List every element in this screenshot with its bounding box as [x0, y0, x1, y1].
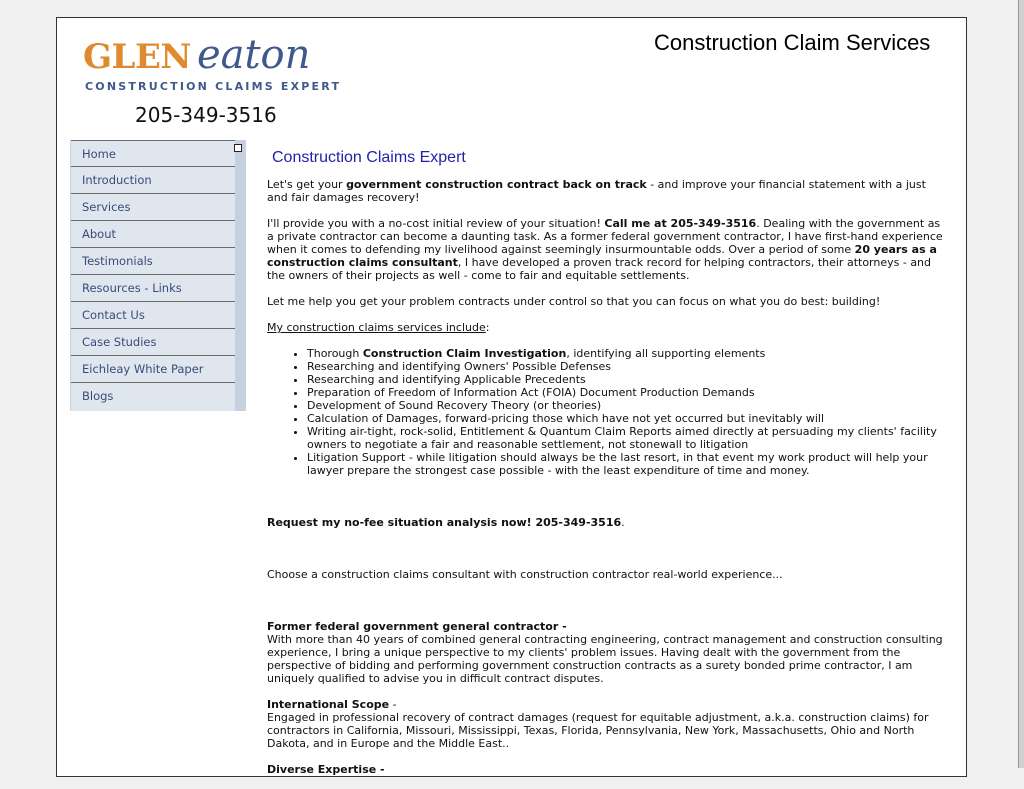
list-item: • Preparation of Freedom of Information Act (FOIA) Document Production Demands [307, 386, 947, 399]
section-body: Engaged in professional recovery of contract damages (request for equitable adjustment, a.k.a. construction claims) for contractors in California, Missouri, Mississippi, Texas, Florida, Pennsylvania, New York, Massachusetts, Ohio and North Dakota, and in Europe and the Middle East.. [267, 711, 929, 750]
list-item: • Litigation Support - while litigation should always be the last resort, in that event my work product will help your lawyer prepare the strongest case possible - with the least expenditure of time and money. [307, 451, 947, 477]
nav-item-testimonials[interactable]: Testimonials [71, 248, 235, 275]
services-intro [267, 321, 947, 334]
text: , I have developed a proven track record for helping contractors, their attorneys - and the owners of their projects as well - come to fair and equitable settlements. [267, 256, 932, 282]
nav-item-eichleay-white-paper[interactable]: Eichleay White Paper [71, 356, 235, 383]
emphasis: Construction Claim Investigation [362, 347, 567, 360]
text: , identifying all supporting elements [566, 347, 766, 360]
text: - and improve your financial statement with a just and fair damages recovery! [267, 178, 926, 204]
page-frame [56, 17, 967, 777]
text: - [389, 698, 397, 711]
request-cta: Request my no-fee situation analysis now! 205-349-3516 [267, 516, 622, 529]
nav-item-resources-links[interactable]: Resources - Links [71, 275, 235, 302]
text: . [621, 516, 625, 529]
nav-item-introduction[interactable]: Introduction [71, 167, 235, 194]
section-international [267, 698, 947, 750]
broken-image-icon [234, 144, 242, 152]
list-item: • Calculation of Damages, forward-pricing those which have not yet occurred but inevitably will [307, 412, 947, 425]
nav-item-case-studies[interactable]: Case Studies [71, 329, 235, 356]
section-body: With more than 40 years of combined general contracting engineering, contract management and construction consulting experience, I bring a unique perspective to my clients' problem issues. Having dealt with the government from the perspective of bidding and performing government construction contracts as a surety bonded prime contractor, I am uniquely qualified to advise you in difficult contract disputes. [267, 633, 943, 685]
list-item [307, 347, 947, 360]
text: I'll provide you with a no-cost initial review of your situation! [267, 217, 605, 230]
header-phone: 205-349-3516 [135, 103, 277, 127]
site-logo[interactable] [83, 32, 342, 93]
section-diverse [267, 763, 947, 776]
list-item: • Writing air-tight, rock-solid, Entitlement & Quantum Claim Reports aimed directly at persuading my clients' facility owners to negotiate a fair and reasonable settlement, not stonewall to litigation [307, 425, 947, 451]
nav-item-home[interactable]: Home [71, 140, 235, 167]
help-paragraph: Let me help you get your problem contracts under control so that you can focus on what you do best: building! [267, 295, 881, 308]
emphasis: 20 years as a construction claims consultant [267, 243, 937, 269]
list-item: • Researching and identifying Applicable Precedents [307, 373, 947, 386]
page-heading: Construction Claims Expert [272, 149, 466, 166]
list-item: • Development of Sound Recovery Theory (or theories) [307, 399, 947, 412]
nav-item-blogs[interactable]: Blogs [71, 383, 235, 411]
text: Let's get your [267, 178, 347, 191]
spacer [267, 594, 947, 620]
spacer [267, 490, 947, 516]
sidebar-nav [70, 140, 246, 411]
intro-paragraph [267, 178, 947, 204]
services-intro-label: My construction claims services include [267, 321, 486, 334]
review-paragraph [267, 217, 947, 282]
logo-tagline: CONSTRUCTION CLAIMS EXPERT [85, 80, 342, 93]
nav-item-services[interactable]: Services [71, 194, 235, 221]
text: . Dealing with the government as a private contractor can become a daunting task. As a former federal government contractor, I have first-hand experience when it comes to defending my livelihood against seemingly insurmountable odds. Over a period of some [267, 217, 943, 256]
section-federal [267, 620, 947, 685]
logo-last-name: eaton [196, 32, 311, 78]
section-title: Diverse Expertise - [267, 763, 385, 776]
emphasis: government construction contract back on track [346, 178, 647, 191]
nav-item-about[interactable]: About [71, 221, 235, 248]
choose-line: Choose a construction claims consultant with construction contractor real-world experience... [267, 568, 783, 581]
section-title: Former federal government general contractor - [267, 620, 567, 633]
section-title: International Scope [267, 698, 390, 711]
text: Thorough [307, 347, 363, 360]
main-content [267, 148, 947, 789]
text: : [485, 321, 490, 334]
request-line [267, 516, 947, 529]
services-list [267, 347, 947, 477]
spacer [267, 542, 947, 568]
logo-first-name: GLEN [83, 37, 191, 77]
call-phone: Call me at 205-349-3516 [604, 217, 757, 230]
window-scrollbar[interactable] [1018, 0, 1024, 768]
list-item: • Researching and identifying Owners' Possible Defenses [307, 360, 947, 373]
site-title: Construction Claim Services [654, 30, 931, 55]
nav-item-contact-us[interactable]: Contact Us [71, 302, 235, 329]
